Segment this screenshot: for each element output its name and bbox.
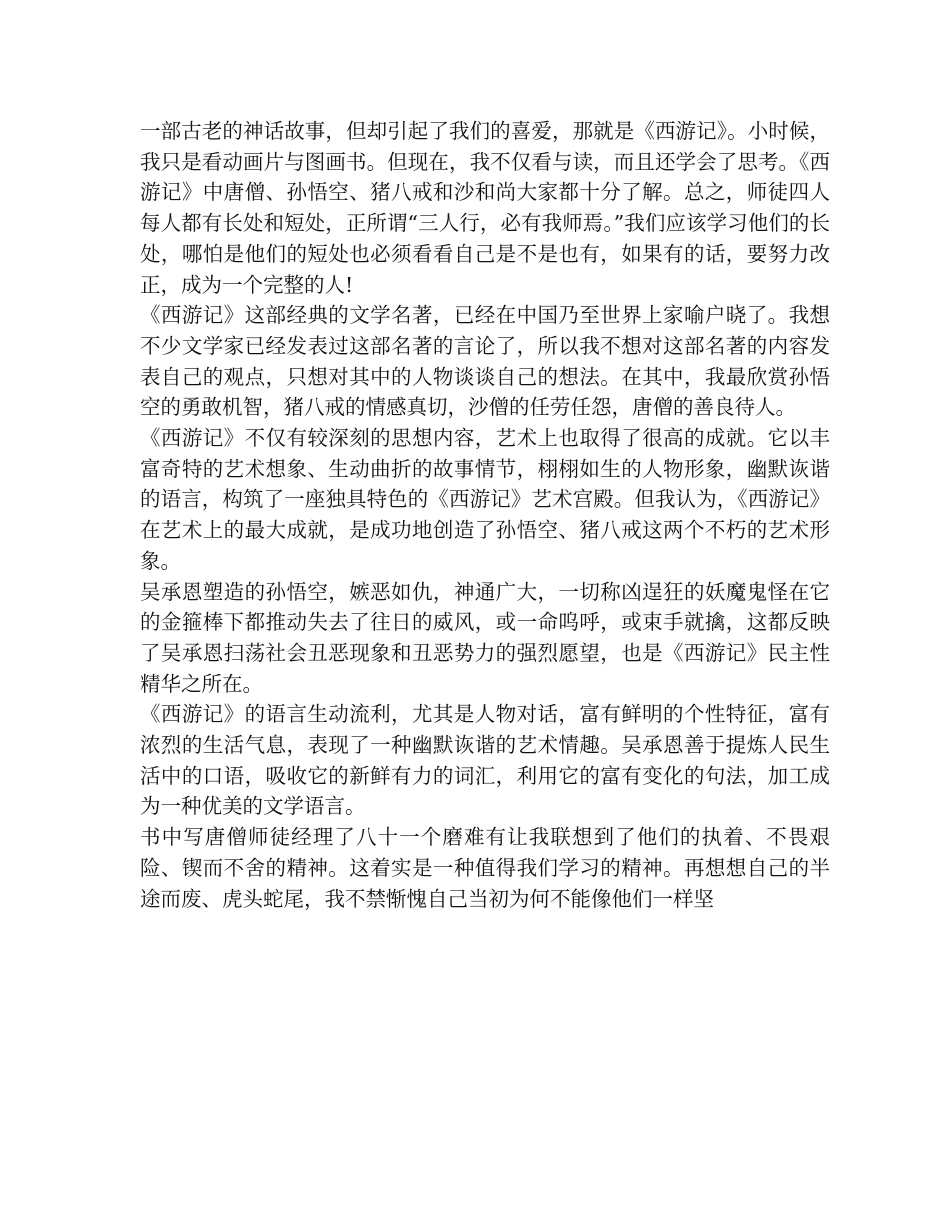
paragraph-5: 《西游记》的语言生动流利，尤其是人物对话，富有鲜明的个性特征，富有浓烈的生活气息，表现了一种幽默诙谐的艺术情趣。吴承恩善于提炼人民生活中的口语，吸收它的新鲜有力的词汇，利用它的富有变化的句法，加工成为一种优美的文学语言。 [140,702,830,819]
paragraph-4: 吴承恩塑造的孙悟空，嫉恶如仇，神通广大，一切称凶逞狂的妖魔鬼怪在它的金箍棒下都推动失去了往日的威风，或一命呜呼，或束手就擒，这都反映了吴承恩扫荡社会丑恶现象和丑恶势力的强烈愿望，也是《西游记》民主性精华之所在。 [140,579,830,696]
paragraph-1: 一部古老的神话故事，但却引起了我们的喜爱，那就是《西游记》。小时候，我只是看动画片与图画书。但现在，我不仅看与读，而且还学会了思考。《西游记》中唐僧、孙悟空、猪八戒和沙和尚大家都十分了解。总之，师徒四人每人都有长处和短处，正所谓“三人行，必有我师焉。”我们应该学习他们的长处，哪怕是他们的短处也必须看看自己是不是也有，如果有的话，要努力改正，成为一个完整的人! [140,119,830,297]
paragraph-3: 《西游记》不仅有较深刻的思想内容，艺术上也取得了很高的成就。它以丰富奇特的艺术想象、生动曲折的故事情节，栩栩如生的人物形象，幽默诙谐的语言，构筑了一座独具特色的《西游记》艺术宫殿。但我认为，《西游记》在艺术上的最大成就，是成功地创造了孙悟空、猪八戒这两个不朽的艺术形象。 [140,426,830,573]
paragraph-6: 书中写唐僧师徒经理了八十一个磨难有让我联想到了他们的执着、不畏艰险、锲而不舍的精神。这着实是一种值得我们学习的精神。再想想自己的半途而废、虎头蛇尾，我不禁惭愧自己当初为何不能像他们一样坚 [140,825,830,911]
body-text [140,116,830,914]
paragraph-2: 《西游记》这部经典的文学名著，已经在中国乃至世界上家喻户晓了。我想不少文学家已经发表过这部名著的言论了，所以我不想对这部名著的内容发表自己的观点，只想对其中的人物谈谈自己的想法。在其中，我最欣赏孙悟空的勇敢机智，猪八戒的情感真切，沙僧的任劳任怨，唐僧的善良待人。 [140,303,830,420]
